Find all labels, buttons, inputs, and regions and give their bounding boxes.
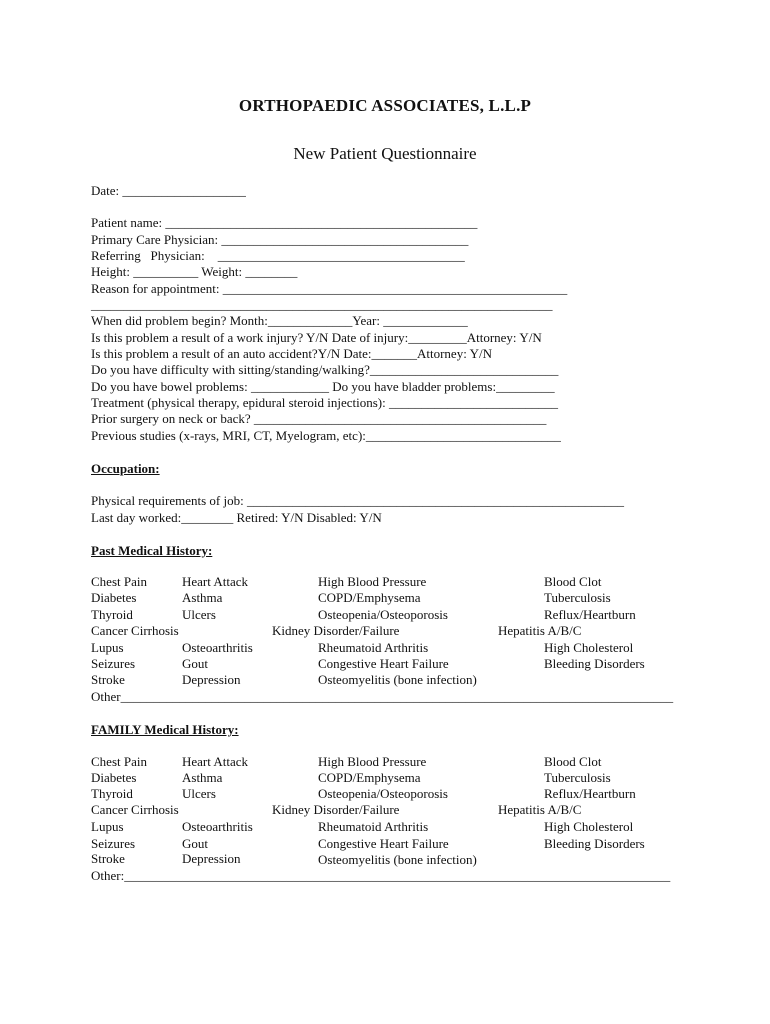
family-other-field[interactable]: Other:____________________________________________________________________________________ <box>91 868 671 883</box>
past-cancer-cirrhosis[interactable]: Cancer Cirrhosis <box>91 623 179 638</box>
past-history-heading: Past Medical History: <box>91 543 213 558</box>
problem-begin-field[interactable]: When did problem begin? Month:_____________Year: _____________ <box>91 313 468 328</box>
past-hepatitis[interactable]: Hepatitis A/B/C <box>498 623 582 638</box>
past-reflux[interactable]: Reflux/Heartburn <box>544 607 636 622</box>
past-blood-clot[interactable]: Blood Clot <box>544 574 602 589</box>
past-osteomyelitis[interactable]: Osteomyelitis (bone infection) <box>318 672 477 687</box>
family-asthma[interactable]: Asthma <box>182 770 223 785</box>
prior-surgery-field[interactable]: Prior surgery on neck or back? _____________________________________________ <box>91 411 547 426</box>
family-lupus[interactable]: Lupus <box>91 819 124 834</box>
past-tuberculosis[interactable]: Tuberculosis <box>544 590 611 605</box>
previous-studies-field[interactable]: Previous studies (x-rays, MRI, CT, Myelogram, etc):______________________________ <box>91 428 561 443</box>
family-chest-pain[interactable]: Chest Pain <box>91 754 147 769</box>
past-stroke[interactable]: Stroke <box>91 672 125 687</box>
height-weight-field[interactable]: Height: __________ Weight: ________ <box>91 264 298 279</box>
past-diabetes[interactable]: Diabetes <box>91 590 137 605</box>
patient-name-field[interactable]: Patient name: ________________________________________________ <box>91 215 478 230</box>
family-osteopenia[interactable]: Osteopenia/Osteoporosis <box>318 786 448 801</box>
last-day-worked-field[interactable]: Last day worked:________ Retired: Y/N Disabled: Y/N <box>91 510 382 525</box>
past-copd[interactable]: COPD/Emphysema <box>318 590 421 605</box>
past-thyroid[interactable]: Thyroid <box>91 607 133 622</box>
family-diabetes[interactable]: Diabetes <box>91 770 137 785</box>
past-kidney[interactable]: Kidney Disorder/Failure <box>272 623 400 638</box>
family-hepatitis[interactable]: Hepatitis A/B/C <box>498 802 582 817</box>
family-rheumatoid[interactable]: Rheumatoid Arthritis <box>318 819 429 834</box>
bowel-bladder-field[interactable]: Do you have bowel problems: ____________ Do you have bladder problems:_________ <box>91 379 555 394</box>
family-blood-clot[interactable]: Blood Clot <box>544 754 602 769</box>
occupation-heading: Occupation: <box>91 461 160 476</box>
family-cholesterol[interactable]: High Cholesterol <box>544 819 634 834</box>
past-lupus[interactable]: Lupus <box>91 640 124 655</box>
difficulty-field[interactable]: Do you have difficulty with sitting/standing/walking?_____________________________ <box>91 362 559 377</box>
family-tuberculosis[interactable]: Tuberculosis <box>544 770 611 785</box>
treatment-field[interactable]: Treatment (physical therapy, epidural steroid injections): __________________________ <box>91 395 558 410</box>
past-rheumatoid[interactable]: Rheumatoid Arthritis <box>318 640 429 655</box>
past-cholesterol[interactable]: High Cholesterol <box>544 640 634 655</box>
family-thyroid[interactable]: Thyroid <box>91 786 133 801</box>
page-subtitle: New Patient Questionnaire <box>293 144 477 163</box>
reason-continued-field[interactable]: _______________________________________________________________________ <box>91 297 553 312</box>
family-chf[interactable]: Congestive Heart Failure <box>318 836 449 851</box>
past-chf[interactable]: Congestive Heart Failure <box>318 656 449 671</box>
date-field[interactable]: Date: ___________________ <box>91 183 246 198</box>
family-depression[interactable]: Depression <box>182 851 241 866</box>
past-bleeding[interactable]: Bleeding Disorders <box>544 656 645 671</box>
family-stroke[interactable]: Stroke <box>91 851 125 866</box>
family-heart-attack[interactable]: Heart Attack <box>182 754 249 769</box>
family-osteomyelitis[interactable]: Osteomyelitis (bone infection) <box>318 852 477 867</box>
past-heart-attack[interactable]: Heart Attack <box>182 574 249 589</box>
reason-field[interactable]: Reason for appointment: _____________________________________________________ <box>91 281 568 296</box>
past-high-blood-pressure[interactable]: High Blood Pressure <box>318 574 427 589</box>
family-ulcers[interactable]: Ulcers <box>182 786 216 801</box>
family-seizures[interactable]: Seizures <box>91 836 136 851</box>
past-osteopenia[interactable]: Osteopenia/Osteoporosis <box>318 607 448 622</box>
past-asthma[interactable]: Asthma <box>182 590 223 605</box>
referring-physician-field[interactable]: Referring Physician: ______________________________________ <box>91 248 465 263</box>
family-gout[interactable]: Gout <box>182 836 208 851</box>
family-reflux[interactable]: Reflux/Heartburn <box>544 786 636 801</box>
past-gout[interactable]: Gout <box>182 656 208 671</box>
family-bleeding[interactable]: Bleeding Disorders <box>544 836 645 851</box>
auto-accident-field[interactable]: Is this problem a result of an auto accident?Y/N Date:_______Attorney: Y/N <box>91 346 492 361</box>
past-seizures[interactable]: Seizures <box>91 656 136 671</box>
family-history-heading: FAMILY Medical History: <box>91 722 239 737</box>
family-cancer-cirrhosis[interactable]: Cancer Cirrhosis <box>91 802 179 817</box>
family-copd[interactable]: COPD/Emphysema <box>318 770 421 785</box>
page-title: ORTHOPAEDIC ASSOCIATES, L.L.P <box>238 96 532 115</box>
work-injury-field[interactable]: Is this problem a result of a work injury? Y/N Date of injury:_________Attorney: Y/N <box>91 330 542 345</box>
past-depression[interactable]: Depression <box>182 672 241 687</box>
primary-care-field[interactable]: Primary Care Physician: ______________________________________ <box>91 232 469 247</box>
past-other-field[interactable]: Other_____________________________________________________________________________________ <box>91 689 674 704</box>
past-chest-pain[interactable]: Chest Pain <box>91 574 147 589</box>
physical-requirements-field[interactable]: Physical requirements of job: __________________________________________________________ <box>91 493 624 508</box>
family-high-blood-pressure[interactable]: High Blood Pressure <box>318 754 427 769</box>
family-osteoarthritis[interactable]: Osteoarthritis <box>182 819 253 834</box>
family-kidney[interactable]: Kidney Disorder/Failure <box>272 802 400 817</box>
past-osteoarthritis[interactable]: Osteoarthritis <box>182 640 253 655</box>
past-ulcers[interactable]: Ulcers <box>182 607 216 622</box>
